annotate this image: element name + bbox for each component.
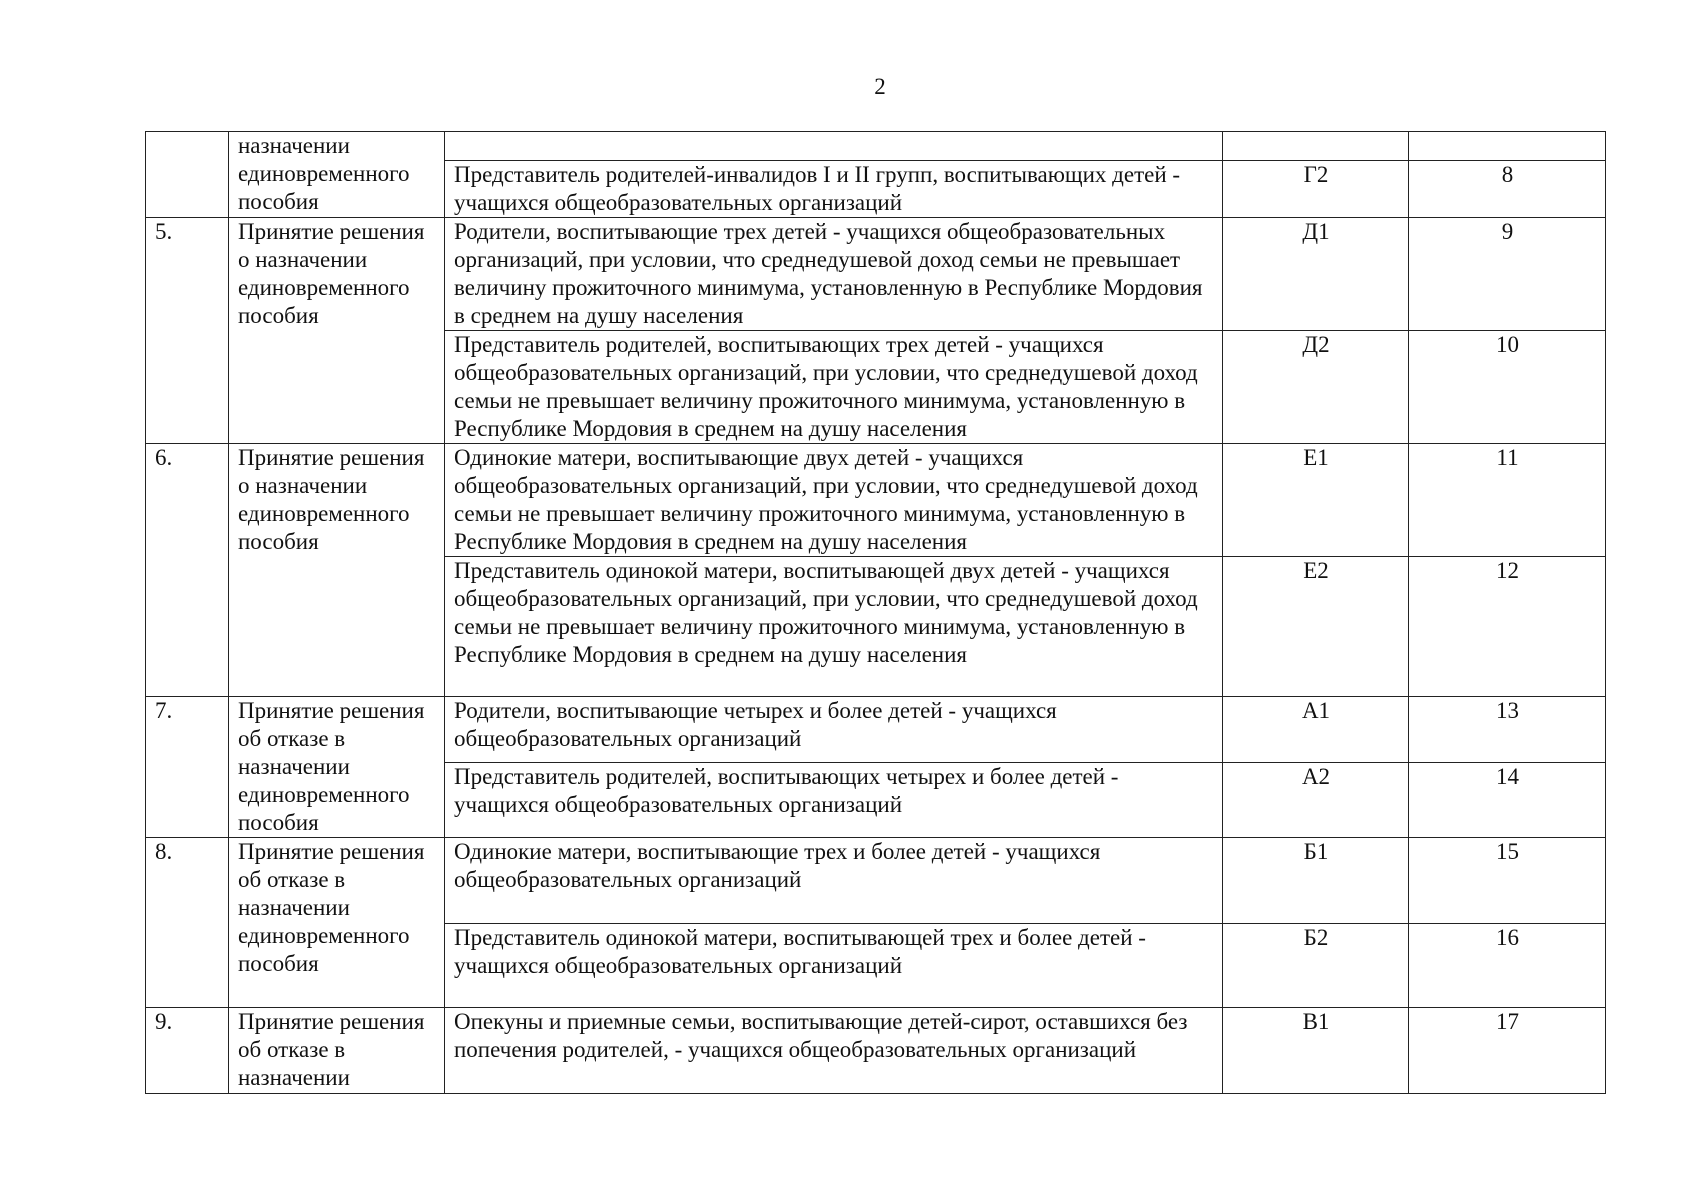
row-description: Одинокие матери, воспитывающие двух детей - учащихся общеобразовательных организаций, при условии, что среднедушевой доход семьи не превышает величину прожиточного минимума, установленную в Республике Мордовия в среднем на душу населения [445, 444, 1223, 557]
row-action: Принятие решения о назначении единовременного пособия [229, 218, 445, 444]
row-description: Опекуны и приемные семьи, воспитывающие детей-сирот, оставшихся без попечения родителей, - учащихся общеобразовательных организаций [445, 1008, 1223, 1094]
row-index [1409, 132, 1606, 161]
row-action: Принятие решения о назначении единовременного пособия [229, 444, 445, 697]
row-description: Представитель родителей, воспитывающих четырех и более детей - учащихся общеобразовательных организаций [445, 763, 1223, 838]
table-row [146, 218, 1606, 331]
row-code: В1 [1223, 1008, 1409, 1094]
row-code: Д1 [1223, 218, 1409, 331]
row-code: А1 [1223, 697, 1409, 763]
row-action: Принятие решения об отказе в назначении [229, 1008, 445, 1094]
row-code [1223, 132, 1409, 161]
table-row [146, 838, 1606, 924]
row-index: 12 [1409, 557, 1606, 697]
row-code: Б2 [1223, 924, 1409, 1008]
row-description: Представитель родителей-инвалидов I и II групп, воспитывающих детей - учащихся общеобразовательных организаций [445, 161, 1223, 218]
row-index: 16 [1409, 924, 1606, 1008]
table-row [146, 697, 1606, 763]
row-number [146, 132, 229, 218]
row-code: Г2 [1223, 161, 1409, 218]
row-code: Е2 [1223, 557, 1409, 697]
row-index: 8 [1409, 161, 1606, 218]
row-action: Принятие решения об отказе в назначении единовременного пособия [229, 697, 445, 838]
row-index: 10 [1409, 331, 1606, 444]
row-number: 8. [146, 838, 229, 1008]
row-code: А2 [1223, 763, 1409, 838]
row-description: Родители, воспитывающие трех детей - учащихся общеобразовательных организаций, при условии, что среднедушевой доход семьи не превышает величину прожиточного минимума, установленную в Республике Мордовия в среднем на душу населения [445, 218, 1223, 331]
row-index: 9 [1409, 218, 1606, 331]
row-action: назначении единовременного пособия [229, 132, 445, 218]
row-description: Одинокие матери, воспитывающие трех и более детей - учащихся общеобразовательных организаций [445, 838, 1223, 924]
row-number: 6. [146, 444, 229, 697]
row-index: 14 [1409, 763, 1606, 838]
row-number: 9. [146, 1008, 229, 1094]
row-description: Родители, воспитывающие четырех и более детей - учащихся общеобразовательных организаций [445, 697, 1223, 763]
row-index: 15 [1409, 838, 1606, 924]
row-index: 17 [1409, 1008, 1606, 1094]
table-row [146, 132, 1606, 161]
row-number: 5. [146, 218, 229, 444]
row-index: 13 [1409, 697, 1606, 763]
row-index: 11 [1409, 444, 1606, 557]
row-description: Представитель одинокой матери, воспитывающей двух детей - учащихся общеобразовательных организаций, при условии, что среднедушевой доход семьи не превышает величину прожиточного минимума, установленную в Республике Мордовия в среднем на душу населения [445, 557, 1223, 697]
row-description: Представитель родителей, воспитывающих трех детей - учащихся общеобразовательных организаций, при условии, что среднедушевой доход семьи не превышает величину прожиточного минимума, установленную в Республике Мордовия в среднем на душу населения [445, 331, 1223, 444]
table-row [146, 1008, 1606, 1094]
page-number: 2 [874, 74, 886, 99]
row-description: Представитель одинокой матери, воспитывающей трех и более детей - учащихся общеобразовательных организаций [445, 924, 1223, 1008]
row-code: Б1 [1223, 838, 1409, 924]
table-row [146, 444, 1606, 557]
row-action: Принятие решения об отказе в назначении единовременного пособия [229, 838, 445, 1008]
benefits-table [145, 131, 1606, 1094]
row-description [445, 132, 1223, 161]
row-number: 7. [146, 697, 229, 838]
row-code: Е1 [1223, 444, 1409, 557]
row-code: Д2 [1223, 331, 1409, 444]
